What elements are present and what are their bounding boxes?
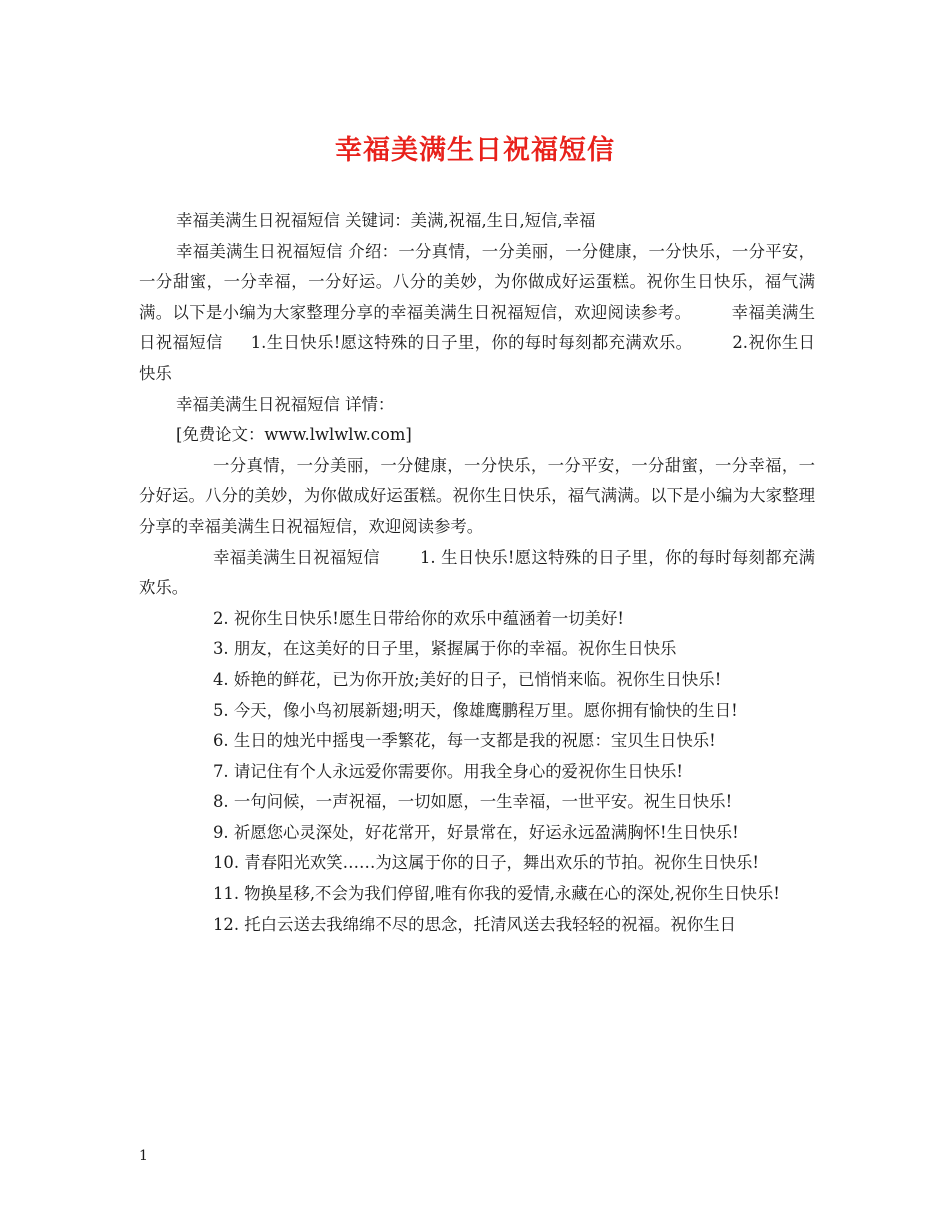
list-heading-paragraph [139,543,815,604]
list-item: 4. 娇艳的鲜花，已为你开放;美好的日子，已悄悄来临。祝你生日快乐! [213,669,722,689]
keywords-line: 幸福美满生日祝福短信 关键词：美满,祝福,生日,短信,幸福 [176,211,596,230]
list-item: 5. 今天，像小鸟初展新翅;明天，像雄鹰鹏程万里。愿你拥有愉快的生日! [213,700,738,720]
details-line: 幸福美满生日祝福短信 详情： [176,394,395,414]
intro-item-2: 2.祝你生日快乐 [139,333,816,383]
intro-text: 幸福美满生日祝福短信 介绍：一分真情，一分美丽，一分健康，一分快乐，一分平安，一分甜蜜，一分幸福，一分好运。八分的美妙，为你做成好运蛋糕。祝你生日快乐，福气满满。以下是小编为大家整理分享的幸福美满生日祝福短信，欢迎阅读参考。 [139,241,815,322]
list-item: 9. 祈愿您心灵深处，好花常开，好景常在，好运永远盈满胸怀!生日快乐! [213,822,739,842]
list-item: 11. 物换星移,不会为我们停留,唯有你我的爱情,永藏在心的深处,祝你生日快乐! [213,884,780,904]
source-line: [免费论文：www.lwlwlw.com] [176,425,412,445]
body-paragraph: 一分真情，一分美丽，一分健康，一分快乐，一分平安，一分甜蜜，一分幸福，一分好运。八分的美妙，为你做成好运蛋糕。祝你生日快乐，福气满满。以下是小编为大家整理分享的幸福美满生日祝福短信，欢迎阅读参考。 [139,455,815,536]
list-item: 6. 生日的烛光中摇曳一季繁花，每一支都是我的祝愿：宝贝生日快乐! [213,731,716,751]
intro-paragraph [139,237,815,390]
list-heading: 幸福美满生日祝福短信 [213,547,380,567]
list-item: 10. 青春阳光欢笑……为这属于你的日子，舞出欢乐的节拍。祝你生日快乐! [213,853,759,873]
document-title: 幸福美满生日祝福短信 [335,135,615,166]
page-number: 1 [139,1148,148,1164]
list-item: 1. 生日快乐!愿这特殊的日子里，你的每时每刻都充满欢乐。 [139,547,816,598]
list-item: 8. 一句问候，一声祝福，一切如愿，一生幸福，一世平安。祝生日快乐! [213,792,733,812]
list-item: 12. 托白云送去我绵绵不尽的思念，托清风送去我轻轻的祝福。祝你生日 [213,914,736,934]
list-item: 3. 朋友，在这美好的日子里，紧握属于你的幸福。祝你生日快乐 [213,639,677,659]
intro-item-1: 1.生日快乐!愿这特殊的日子里，你的每时每刻都充满欢乐。 [250,333,693,353]
intro-heading: 幸福美满生日祝福短信 [139,302,816,353]
list-item: 2. 祝你生日快乐!愿生日带给你的欢乐中蕴涵着一切美好! [213,608,625,628]
list-item: 7. 请记住有个人永远爱你需要你。用我全身心的爱祝你生日快乐! [213,761,683,781]
document-body [139,206,815,940]
